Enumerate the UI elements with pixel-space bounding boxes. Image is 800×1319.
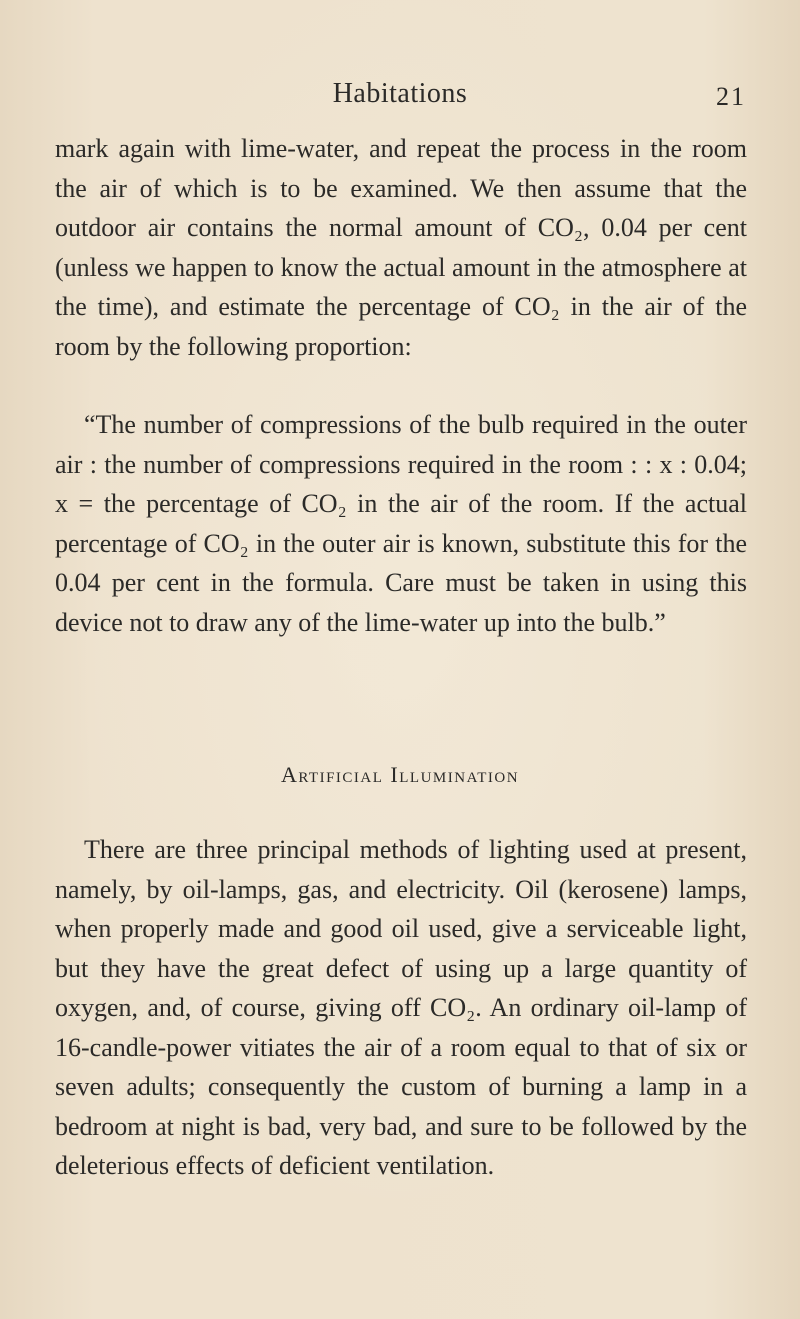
paragraph-text: There are three principal methods of lighting used at present, namely, by oil-lamps, gas, and electricity. Oil (kerosene) lamps, when properly made and good oil used, give a serviceable light, but they have the great defect of using up a large quantity of oxygen, and, of course, giving off CO₂. An ordinary oil-lamp of 16-candle-power vitiates the air of a room equal to that of six or seven adults; consequently the custom of burning a lamp in a bedroom at night is bad, very bad, and sure to be followed by the deleterious effects of deficient ventilation. [55, 835, 747, 1180]
paragraph-text: “The number of compressions of the bulb required in the outer air : the number of compressions required in the room : : x : 0.04; x = the percentage of CO₂ in the air of the room. If the actual percentage of CO₂ in the outer air is known, substitute this for the 0.04 per cent in the formula. Care must be taken in using this device not to draw any of the lime-water up into the bulb.” [55, 410, 747, 637]
paragraph-lighting-methods [55, 830, 747, 1186]
paragraph-quoted-formula [55, 405, 747, 642]
paragraph-text: mark again with lime-water, and repeat the process in the room the air of which is to be examined. We then assume that the outdoor air contains the normal amount of CO₂, 0.04 per cent (unless we happen to know the actual amount in the atmosphere at the time), and estimate the percentage of CO₂ in the air of the room by the following proportion: [55, 134, 747, 361]
page-number: 21 [716, 82, 746, 111]
paragraph-lime-water-method [55, 129, 747, 366]
running-title: Habitations [332, 78, 468, 109]
page-header [0, 78, 800, 122]
section-heading: Artificial Illumination [280, 762, 520, 787]
